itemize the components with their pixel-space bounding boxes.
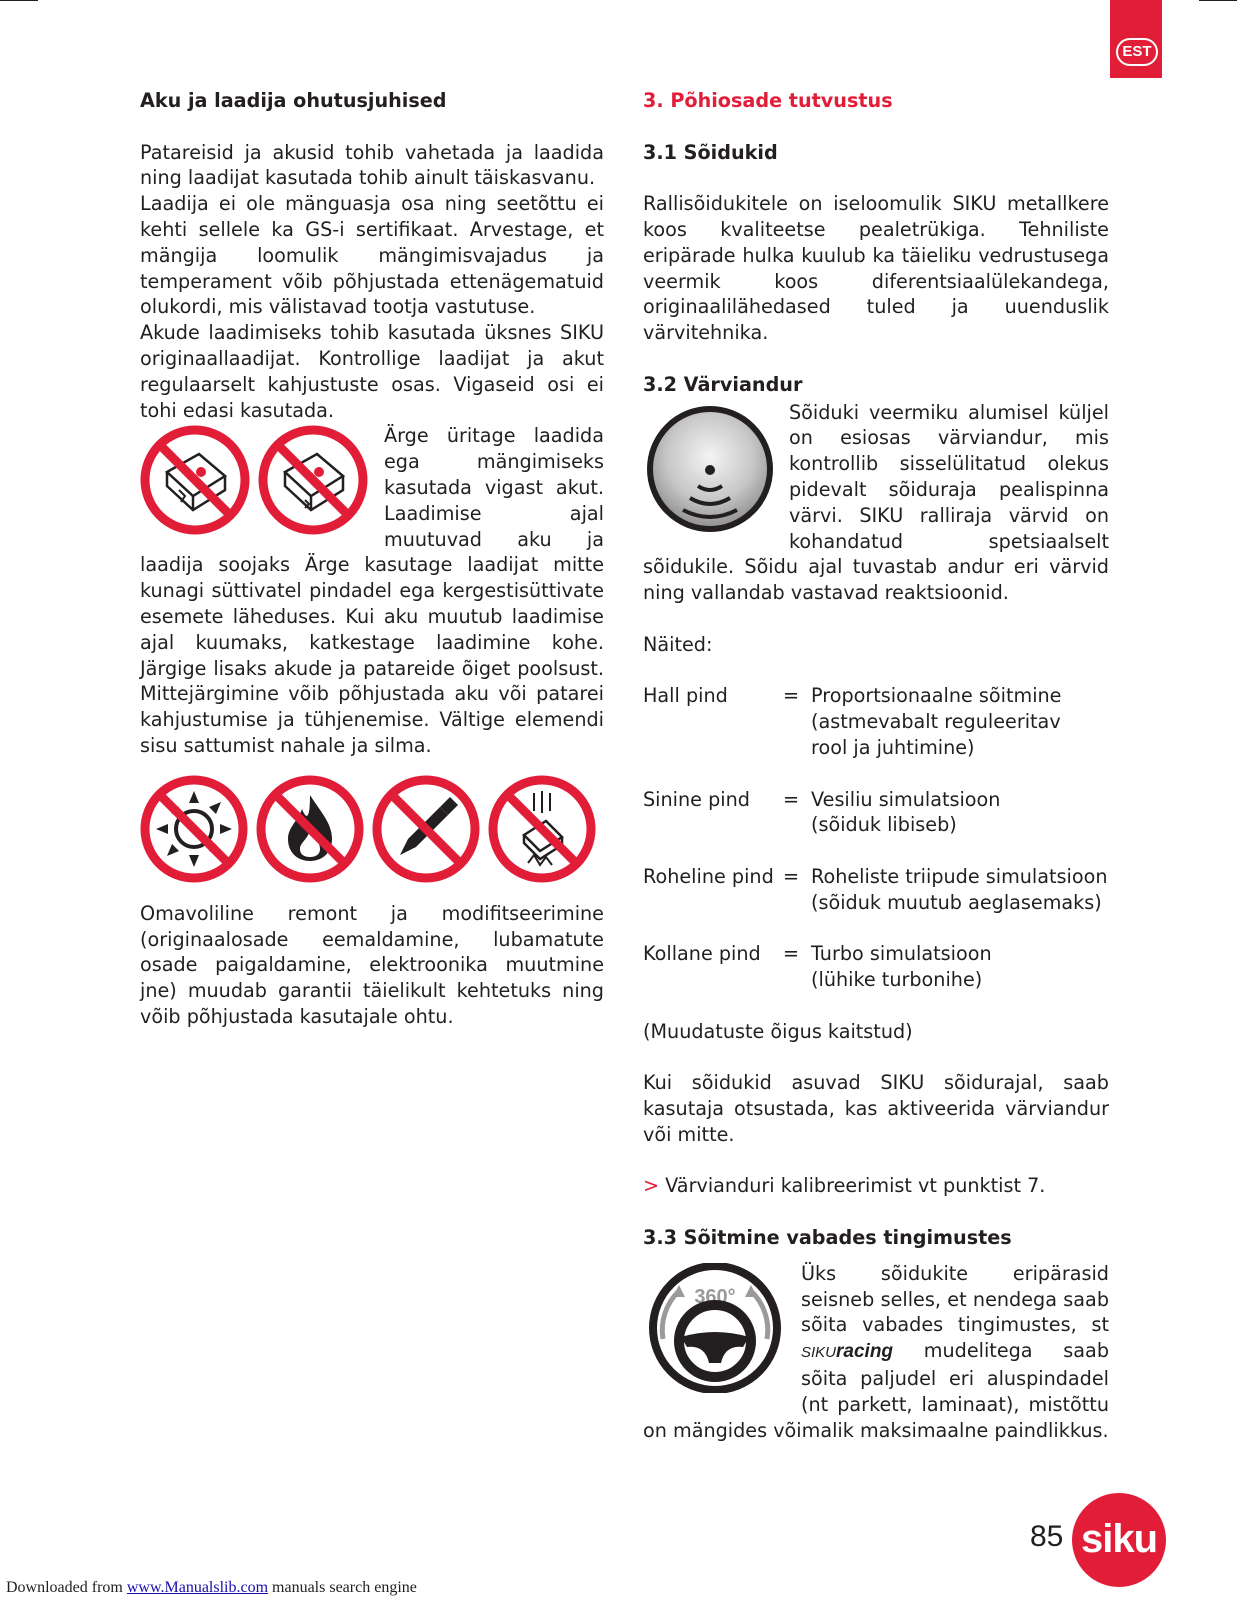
right-column [643, 88, 1109, 1443]
paragraph: Omavoliline remont ja modifitseerimine (originaalosade eemaldamine, lubamatute osade paigaldamine, elektroonika muutmine jne) muudab garantii täielikult kehtetuks ning võib põhjustada kasutajale ohtu. [140, 901, 604, 1028]
example-key: Sinine pind [643, 787, 750, 811]
example-value: (sõiduk libiseb) [811, 813, 957, 837]
siku-racing-logo: SIKUracing [801, 1341, 894, 1363]
color-sensor-icon [643, 402, 777, 536]
paragraph: Akude laadimiseks tohib kasutada üksnes SIKU originaallaadijat. Kontrollige laadijat ja akut regulaarselt kahjustuste osas. Vigaseid osi ei tohi edasi kasutada. [140, 321, 604, 422]
example-value: Proportsionaalne sõitmine [811, 684, 1062, 708]
example-row [643, 683, 1109, 760]
crop-mark [1199, 0, 1237, 1]
free-driving-block [643, 1261, 1109, 1444]
example-value: (astmevabalt reguleeritav [811, 710, 1061, 734]
download-footer: Downloaded from www.Manualslib.com manuals search engine [6, 1579, 417, 1596]
no-damaged-battery-icon [140, 425, 370, 535]
paragraph: Sõiduki veermiku alumisel küljel on esiosas värviandur, mis kontrollib sisselülitatud olekus pidevalt sõiduraja pealispinna värvi. SIKU ralliraja värvid on kohandatud spetsiaalselt sõidukile. Sõidu ajal tuvastab andur eri värvid ning vallandab vastavad reaktsioonid. [643, 400, 1109, 605]
example-value: Vesiliu simulatsioon [811, 787, 1001, 811]
equals-sign: = [783, 942, 800, 966]
subsection-title: 3.3 Sõitmine vabades tingimustes [643, 1226, 1012, 1250]
subsection-title: 3.1 Sõidukid [643, 140, 778, 164]
crop-mark [0, 0, 38, 1]
hazard-icons-row [140, 773, 604, 885]
example-value: (lühike turbonihe) [811, 968, 983, 992]
left-column [140, 88, 604, 1030]
reference-note [643, 1173, 1109, 1199]
color-sensor-block [643, 400, 1109, 606]
no-heat-icon [145, 780, 243, 878]
equals-sign: = [783, 864, 800, 888]
steering-wheel-icon [643, 1263, 787, 1393]
example-row [643, 941, 1109, 993]
example-value: Turbo simulatsioon [811, 942, 992, 966]
language-badge: EST [1116, 38, 1158, 66]
example-key: Kollane pind [643, 942, 761, 966]
no-fire-icon [261, 780, 359, 878]
example-value: (sõiduk muutub aeglasemaks) [811, 890, 1102, 914]
manualslib-link[interactable]: www.Manualslib.com [126, 1579, 269, 1596]
paragraph: Ärge üritage laadida ega mängimiseks kasutada vigast akut. Laadimise ajal muutuvad aku ja laadija soojaks Ärge kasutage laadijat mitte kunagi süttivatel pindadel ega kergestisüttivate esemete läheduses. Kui aku muutub laadimise ajal kuumaks, katkestage laadimine kohe. Järgige lisaks akude ja patareide õiget poolsust. Mittejärgimine võib põhjustada aku või patarei kahjustumise ja tühjenemise. Vältige elemendi sisu sattumist nahale ja silma. [140, 424, 604, 757]
wheel-label: 360° [694, 1285, 736, 1308]
arrow-icon: > [643, 1174, 660, 1198]
free-driving-text: mudelitega saab sõita paljudel eri aluspindadel (nt parkett, laminaat), mistõttu on mängides võimalik maksimaalne paindlikkus. [643, 1339, 1109, 1442]
free-driving-text: Üks sõidukite eripärasid seisneb selles, et nendega saab sõita vabades tingimustes, st [801, 1261, 1109, 1337]
page-number: 85 [1030, 1520, 1064, 1553]
example-value: rool ja juhtimine) [811, 735, 975, 759]
equals-sign: = [783, 684, 800, 708]
reserved-note: (Muudatuste õigus kaitstud) [643, 1019, 913, 1043]
section-title: 3. Põhiosade tutvustus [643, 89, 893, 112]
paragraph: Rallisõidukitele on iseloomulik SIKU metallkere koos kvaliteetse pealetrükiga. Tehniliste eripärade hulka kuulub ka täieliku vedrustusega veermik koos diferentsiaalülekandega, originaalilähedased tuled ja uuenduslik värvitehnika. [643, 192, 1109, 345]
equals-sign: = [783, 787, 800, 811]
no-drop-icon [493, 780, 591, 878]
example-key: Roheline pind [643, 864, 774, 888]
paragraph: Laadija ei ole mänguasja osa ning seetõttu ei kehti sellele ka GS-i sertifikaat. Arvestage, et mängija loomulik mängimisvajadus ja temperament võib põhjustada ettenägematuid olukordi, mis välistavad tootja vastutuse. [140, 192, 604, 319]
reference-text: Värvianduri kalibreerimist vt punktist 7. [659, 1174, 1046, 1198]
siku-logo: siku [1072, 1493, 1166, 1587]
paragraph: Kui sõidukid asuvad SIKU sõidurajal, saab kasutaja otsustada, kas aktiveerida värviandur või mitte. [643, 1071, 1109, 1146]
language-tab [1110, 0, 1162, 78]
example-value: Roheliste triipude simulatsioon [811, 864, 1108, 888]
subsection-title: 3.2 Värviandur [643, 372, 803, 396]
example-row [643, 787, 1109, 839]
safety-title: Aku ja laadija ohutusjuhised [140, 89, 447, 112]
charger-warning-block [140, 423, 604, 758]
examples-label: Näited: [643, 632, 713, 656]
example-key: Hall pind [643, 684, 728, 708]
no-cutting-icon [377, 780, 475, 878]
example-row [643, 864, 1109, 916]
paragraph: Patareisid ja akusid tohib vahetada ja laadida ning laadijat kasutada tohib ainult täiskasvanu. [140, 140, 604, 190]
